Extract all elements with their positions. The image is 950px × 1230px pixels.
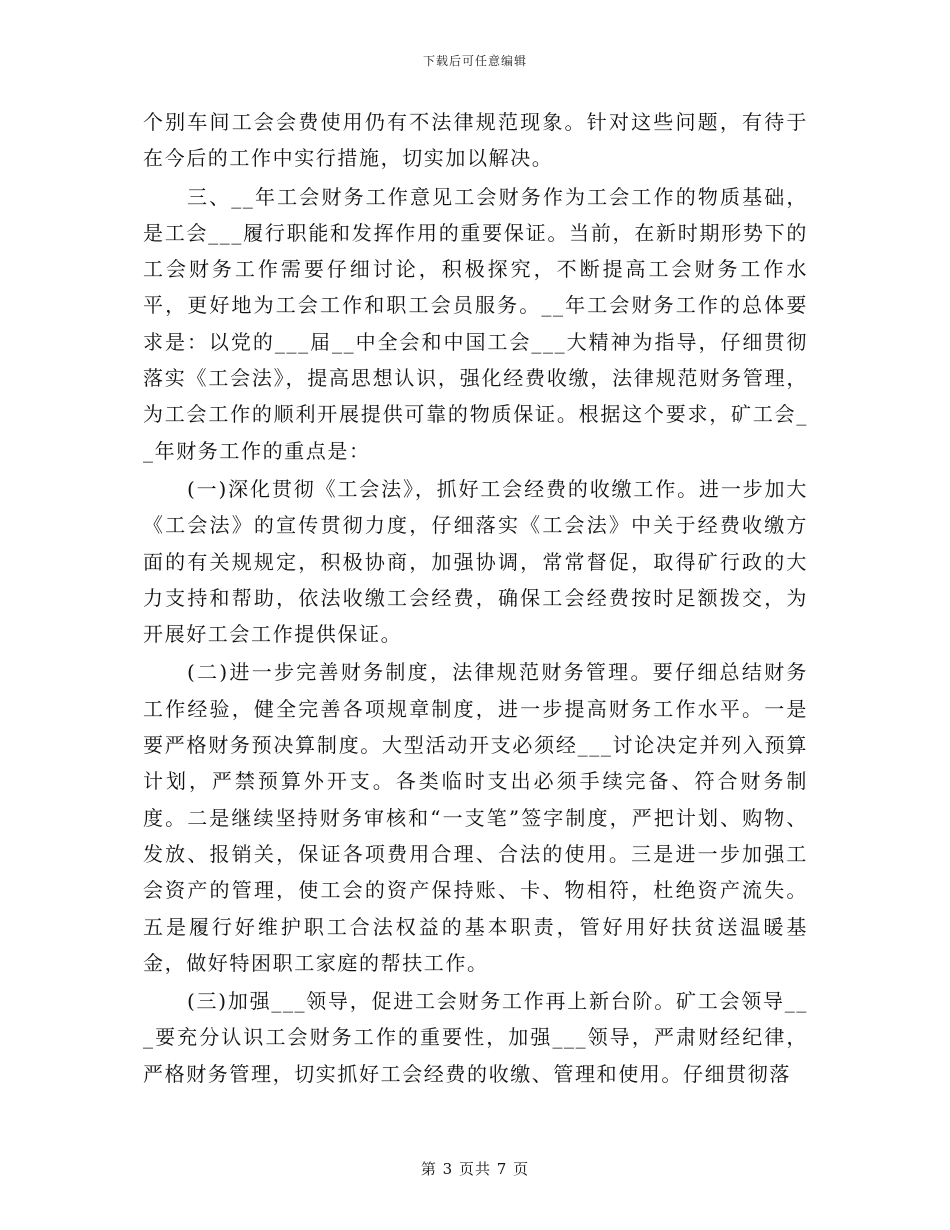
document-body	[143, 104, 808, 1092]
paragraph-item-two: (二)进一步完善财务制度，法律规范财务管理。要仔细总结财务工作经验，健全完善各项规章制度，进一步提高财务工作水平。一是要严格财务预决算制度。大型活动开支必须经___讨论决定并列入预算计划，严禁预算外开支。各类临时支出必须手续完备、符合财务制度。二是继续坚持财务审核和“一支笔”签字制度，严把计划、购物、发放、报销关，保证各项费用合理、合法的使用。三是进一步加强工会资产的管理，使工会的资产保持账、卡、物相符，杜绝资产流失。五是履行好维护职工合法权益的基本职责，管好用好扶贫送温暖基金，做好特困职工家庭的帮扶工作。	[143, 660, 808, 975]
paragraph-item-one: (一)深化贯彻《工会法》，抓好工会经费的收缴工作。进一步加大《工会法》的宣传贯彻力度，仔细落实《工会法》中关于经费收缴方面的有关规规定，积极协商，加强协调，常常督促，取得矿行政的大力支持和帮助，依法收缴工会经费，确保工会经费按时足额拨交，为开展好工会工作提供保证。	[143, 476, 808, 647]
paragraph-continuation: 个别车间工会会费使用仍有不法律规范现象。针对这些问题，有待于在今后的工作中实行措施，切实加以解决。	[143, 110, 808, 171]
page-number-footer: 第 3 页共 7 页	[420, 1160, 530, 1178]
page-header: 下载后可任意编辑	[422, 54, 527, 68]
paragraph-section-three: 三、__年工会财务工作意见工会财务作为工会工作的物质基础，是工会___履行职能和发挥作用的重要保证。当前，在新时期形势下的工会财务工作需要仔细讨论，积极探究，不断提高工会财务工作水平，更好地为工会工作和职工会员服务。__年工会财务工作的总体要求是：以党的___届__中全会和中国工会___大精神为指导，仔细贯彻落实《工会法》，提高思想认识，强化经费收缴，法律规范财务管理，为工会工作的顺利开展提供可靠的物质保证。根据这个要求，矿工会__年财务工作的重点是：	[143, 184, 808, 463]
paragraph-item-three: (三)加强___领导，促进工会财务工作再上新台阶。矿工会领导___要充分认识工会财务工作的重要性，加强___领导，严肃财经纪律，严格财务管理，切实抓好工会经费的收缴、管理和使用。仔细贯彻落	[143, 989, 808, 1086]
